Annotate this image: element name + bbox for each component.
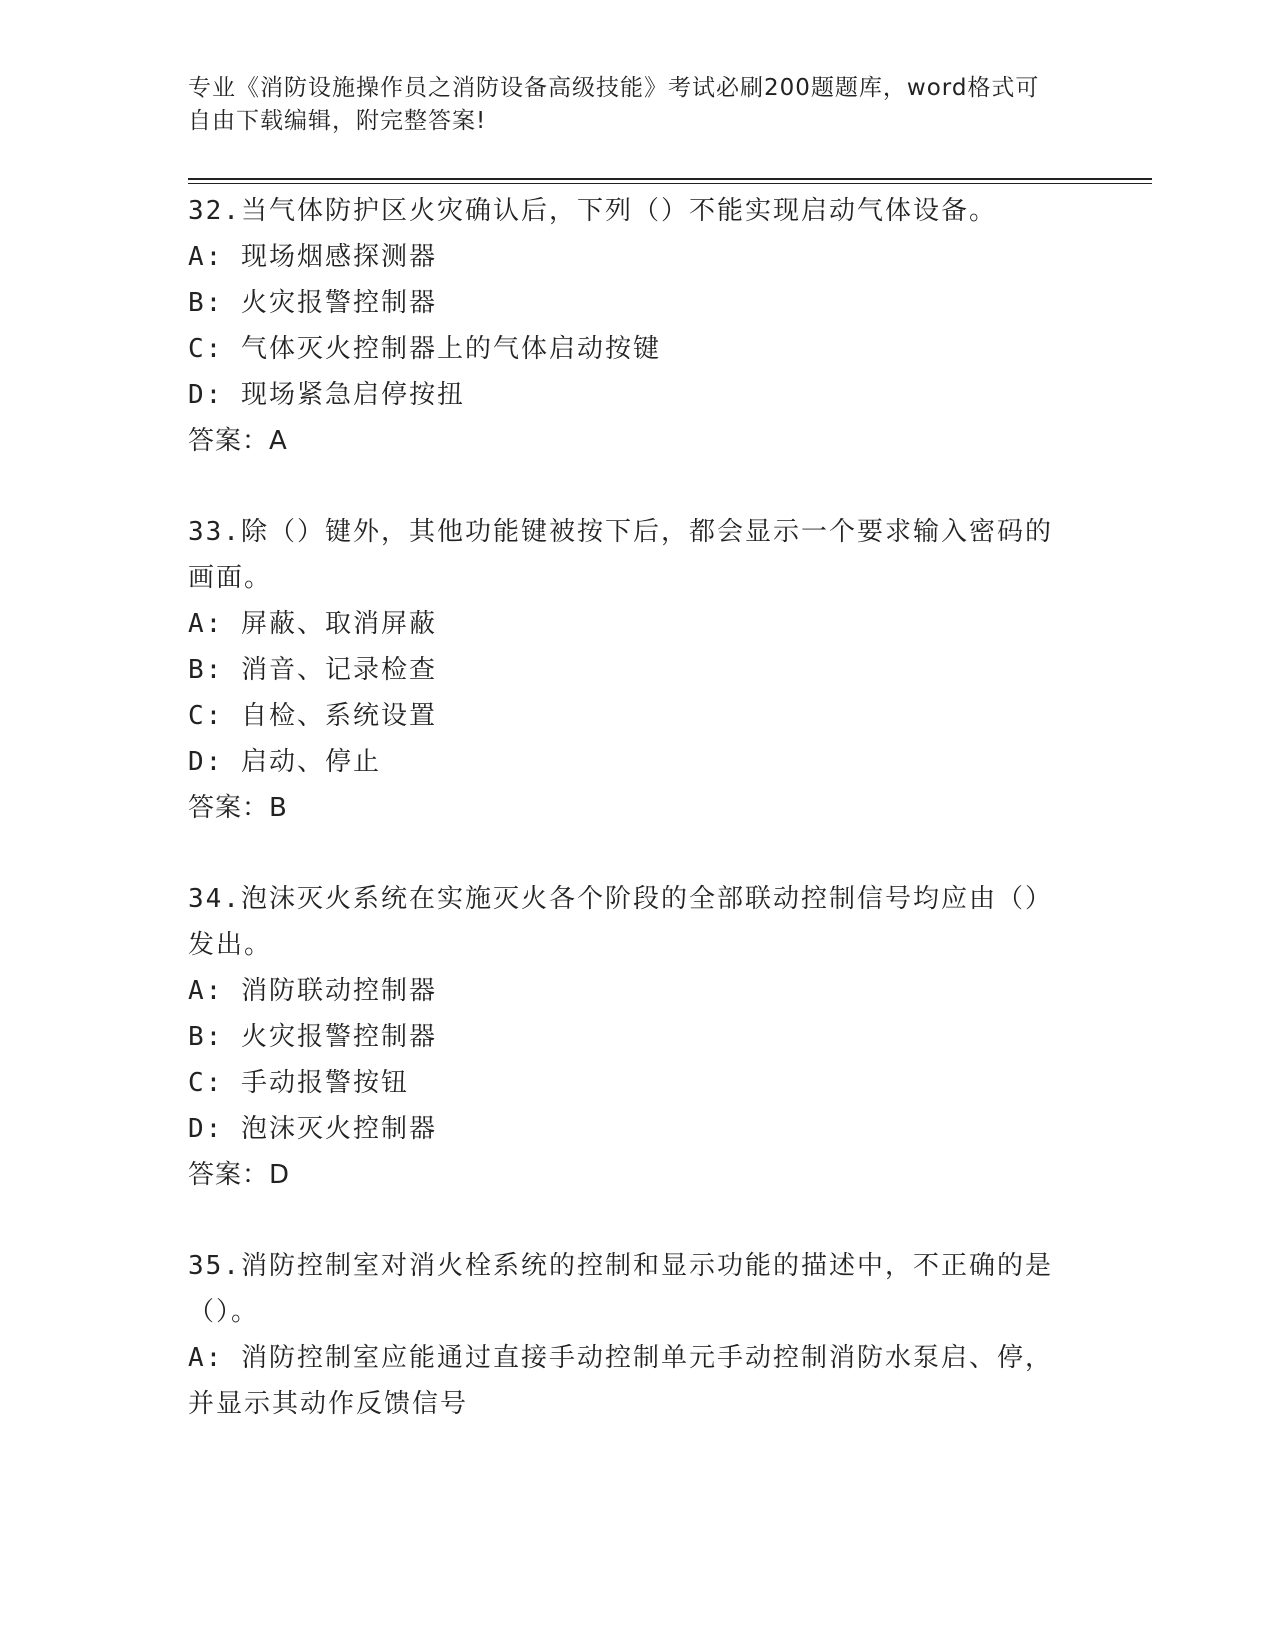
- option-a: A: 现场烟感探测器: [188, 242, 437, 272]
- option-b: B: 火灾报警控制器: [188, 288, 437, 318]
- option-d: D: 泡沫灭火控制器: [188, 1114, 437, 1144]
- option-b: B: 消音、记录检查: [188, 655, 437, 685]
- question-stem-continued: （）。: [188, 1297, 260, 1327]
- question-stem: 35.消防控制室对消火栓系统的控制和显示功能的描述中，不正确的是: [188, 1251, 1053, 1281]
- document-header: [188, 72, 1068, 138]
- question-list: [188, 188, 1088, 1472]
- option-c: C: 自检、系统设置: [188, 701, 437, 731]
- option-d: D: 现场紧急启停按扭: [188, 380, 465, 410]
- option-c: C: 手动报警按钮: [188, 1068, 409, 1098]
- question-stem-continued: 画面。: [188, 563, 273, 593]
- header-line-2: 自由下载编辑，附完整答案!: [188, 108, 487, 134]
- option-a: A: 消防控制室应能通过直接手动控制单元手动控制消防水泵启、停，: [188, 1343, 1053, 1373]
- option-a: A: 屏蔽、取消屏蔽: [188, 609, 437, 639]
- option-b: B: 火灾报警控制器: [188, 1022, 437, 1052]
- option-a: A: 消防联动控制器: [188, 976, 437, 1006]
- header-divider-thin: [188, 183, 1152, 184]
- option-c: C: 气体灭火控制器上的气体启动按键: [188, 334, 661, 364]
- answer: 答案：A: [188, 426, 288, 456]
- question-stem: 32.当气体防护区火灾确认后，下列（）不能实现启动气体设备。: [188, 196, 997, 226]
- answer: 答案：B: [188, 793, 288, 823]
- question-32: [188, 188, 1088, 464]
- header-line-1: 专业《消防设施操作员之消防设备高级技能》考试必刷200题题库，word格式可: [188, 75, 1040, 101]
- option-a-continued: 并显示其动作反馈信号: [188, 1389, 469, 1419]
- question-stem-continued: 发出。: [188, 930, 273, 960]
- question-33: [188, 509, 1088, 831]
- question-34: [188, 876, 1088, 1198]
- question-stem: 34.泡沫灭火系统在实施灭火各个阶段的全部联动控制信号均应由（）: [188, 884, 1053, 914]
- question-35: [188, 1243, 1088, 1427]
- question-stem: 33.除（）键外，其他功能键被按下后，都会显示一个要求输入密码的: [188, 517, 1053, 547]
- answer: 答案：D: [188, 1160, 291, 1190]
- header-divider-thick: [188, 178, 1152, 180]
- option-d: D: 启动、停止: [188, 747, 381, 777]
